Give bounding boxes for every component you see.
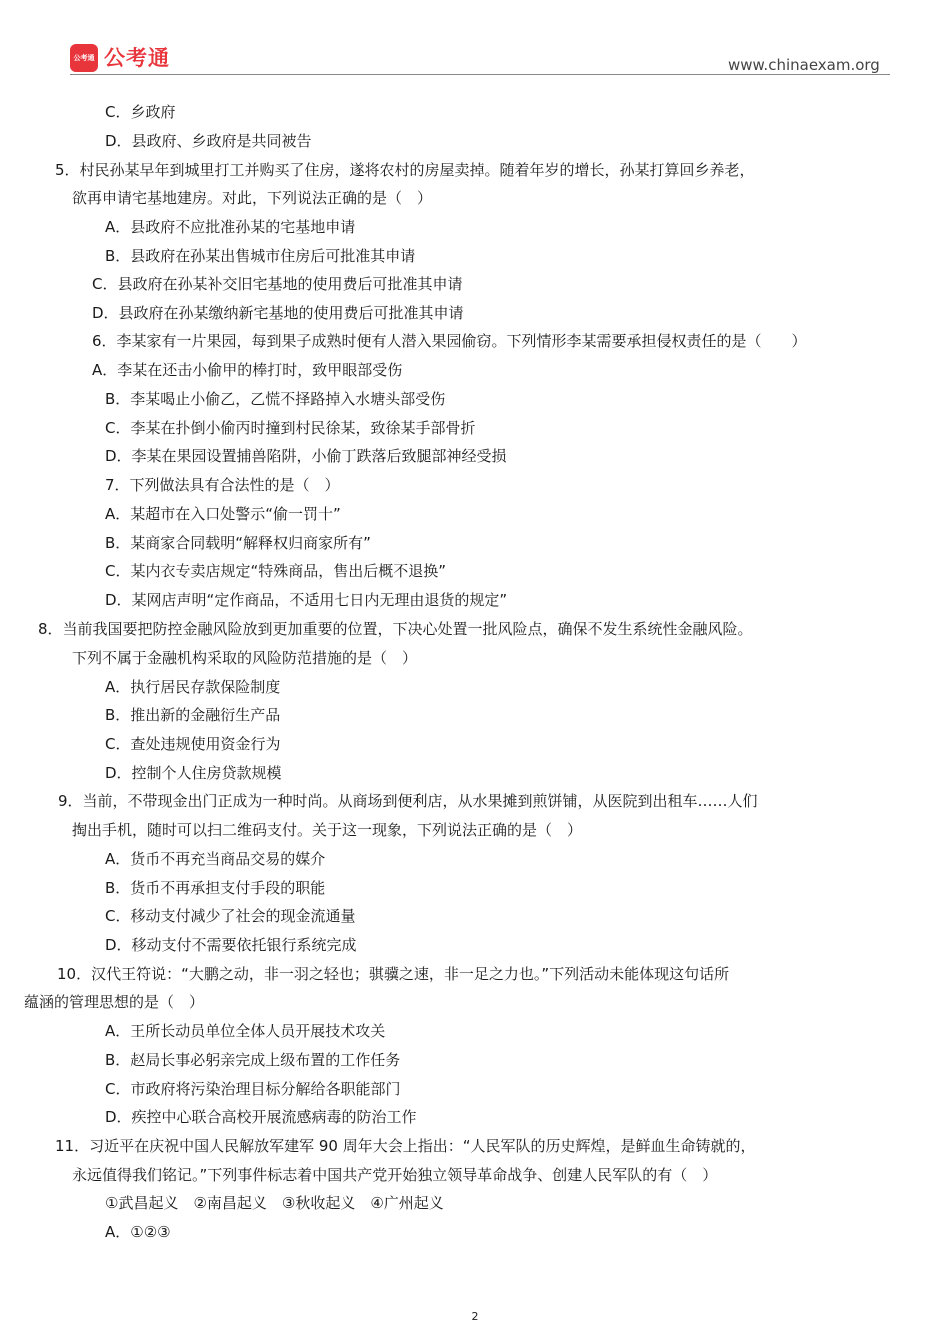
- option-line: B．推出新的金融衍生产品: [105, 706, 281, 724]
- option-line: B．某商家合同载明“解释权归商家所有”: [105, 534, 371, 552]
- option-line: C．李某在扑倒小偷丙时撞到村民徐某，致徐某手部骨折: [105, 419, 476, 437]
- option-line: D．控制个人住房贷款规模: [105, 764, 282, 782]
- question-9: 9．当前，不带现金出门正成为一种时尚。从商场到便利店，从水果摊到煎饼铺，从医院到出租车……人们: [58, 792, 758, 810]
- option-line: A．①②③: [105, 1223, 171, 1241]
- option-line: B．赵局长事必躬亲完成上级布置的工作任务: [105, 1051, 401, 1069]
- option-line: C．查处违规使用资金行为: [105, 735, 281, 753]
- option-line: A．李某在还击小偷甲的棒打时，致甲眼部受伤: [92, 361, 403, 379]
- option-line: C．某内衣专卖店规定“特殊商品，售出后概不退换”: [105, 562, 447, 580]
- question-9-cont: 掏出手机，随时可以扫二维码支付。关于这一现象，下列说法正确的是（ ）: [72, 821, 583, 839]
- question-5: 5．村民孙某早年到城里打工并购买了住房，遂将农村的房屋卖掉。随着年岁的增长，孙某打算回乡养老，: [55, 161, 755, 179]
- option-line: A．王所长动员单位全体人员开展技术攻关: [105, 1022, 386, 1040]
- option-line: B．县政府在孙某出售城市住房后可批准其申请: [105, 247, 416, 265]
- option-line: A．货币不再充当商品交易的媒介: [105, 850, 326, 868]
- question-11-cont: 永远值得我们铭记。”下列事件标志着中国共产党开始独立领导革命战争、创建人民军队的有（ ）: [72, 1166, 718, 1184]
- option-line: B．李某喝止小偷乙，乙慌不择路掉入水塘头部受伤: [105, 390, 446, 408]
- option-line: C．乡政府: [105, 103, 176, 121]
- question-10: 10．汉代王符说：“大鹏之动，非一羽之轻也；骐骥之速，非一足之力也。”下列活动未能体现这句话所: [57, 965, 730, 983]
- page-number: 2: [471, 1310, 479, 1323]
- option-line: A．某超市在入口处警示“偷一罚十”: [105, 505, 341, 523]
- question-11: 11．习近平在庆祝中国人民解放军建军 90 周年大会上指出：“人民军队的历史辉煌，是鲜血生命铸就的，: [55, 1137, 756, 1155]
- question-11-choices: ①武昌起义 ②南昌起义 ③秋收起义 ④广州起义: [105, 1194, 444, 1212]
- logo-text: 公考通: [104, 46, 170, 70]
- question-10-cont: 蕴涵的管理思想的是（ ）: [24, 993, 205, 1011]
- question-8: 8．当前我国要把防控金融风险放到更加重要的位置，下决心处置一批风险点，确保不发生系统性金融风险。: [38, 620, 753, 638]
- page-header: [0, 0, 950, 100]
- question-7: 7．下列做法具有合法性的是（ ）: [105, 476, 340, 494]
- option-line: C．市政府将污染治理目标分解给各职能部门: [105, 1080, 401, 1098]
- option-line: D．某网店声明“定作商品，不适用七日内无理由退货的规定”: [105, 591, 508, 609]
- option-line: A．执行居民存款保险制度: [105, 678, 281, 696]
- option-line: D．疾控中心联合高校开展流感病毒的防治工作: [105, 1108, 417, 1126]
- option-line: D．县政府、乡政府是共同被告: [105, 132, 312, 150]
- option-line: B．货币不再承担支付手段的职能: [105, 879, 326, 897]
- option-line: C．移动支付减少了社会的现金流通量: [105, 907, 356, 925]
- logo-icon: 公考通: [70, 44, 98, 72]
- option-line: D．移动支付不需要依托银行系统完成: [105, 936, 357, 954]
- option-line: A．县政府不应批准孙某的宅基地申请: [105, 218, 356, 236]
- question-5-cont: 欲再申请宅基地建房。对此，下列说法正确的是（ ）: [72, 189, 433, 207]
- question-8-cont: 下列不属于金融机构采取的风险防范措施的是（ ）: [72, 649, 418, 667]
- option-line: D．李某在果园设置捕兽陷阱，小偷丁跌落后致腿部神经受损: [105, 447, 507, 465]
- question-6: 6．李某家有一片果园，每到果子成熟时便有人潜入果园偷窃。下列情形李某需要承担侵权责任的是（ ）: [92, 332, 807, 350]
- option-line: C．县政府在孙某补交旧宅基地的使用费后可批准其申请: [92, 275, 463, 293]
- option-line: D．县政府在孙某缴纳新宅基地的使用费后可批准其申请: [92, 304, 464, 322]
- site-url[interactable]: www.chinaexam.org: [728, 56, 880, 74]
